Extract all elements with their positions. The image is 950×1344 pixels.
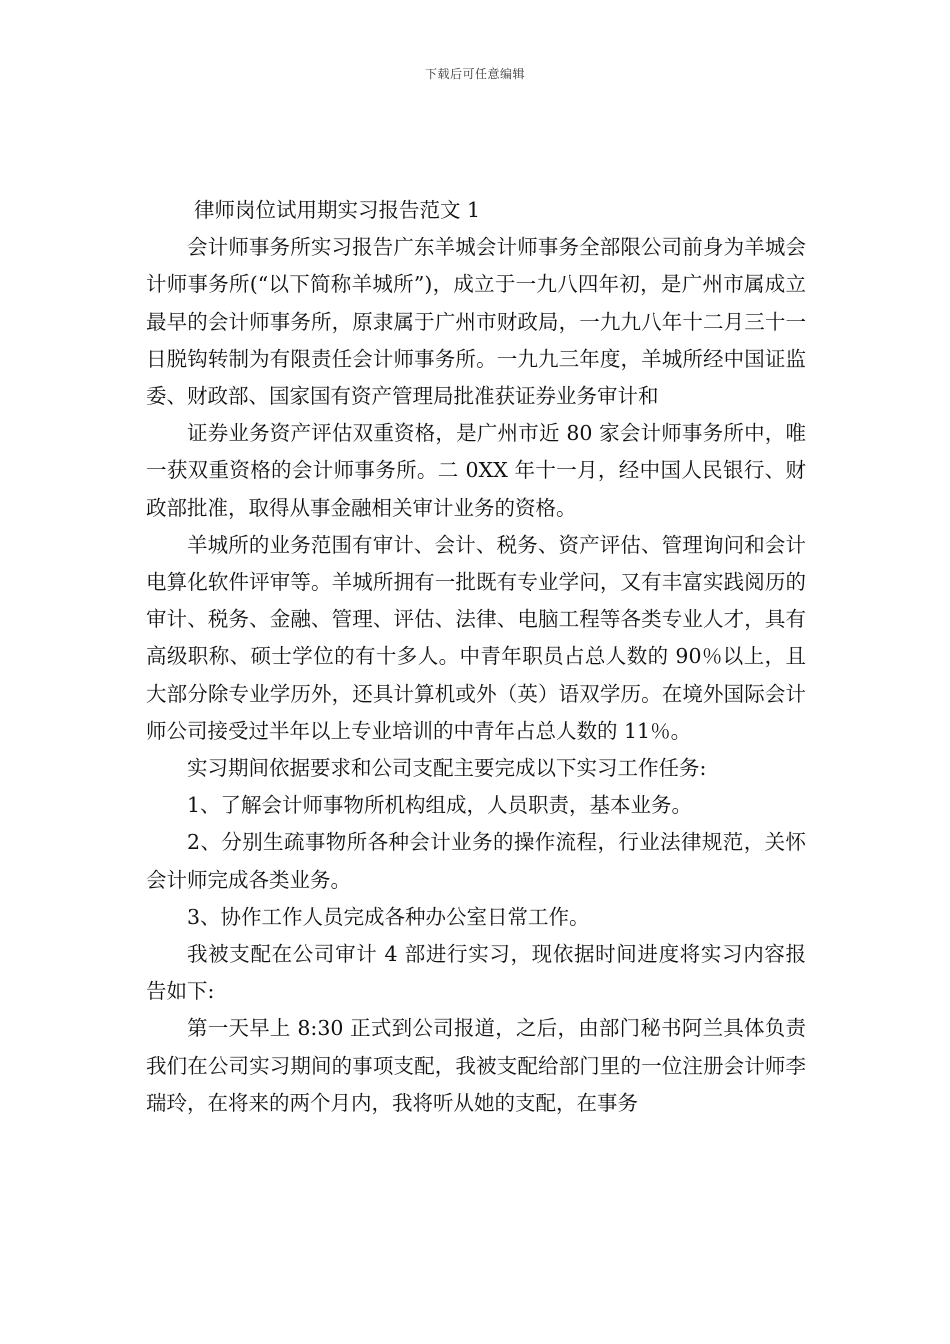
paragraph: 会计师事务所实习报告广东羊城会计师事务全部限公司前身为羊城会计师事务所(“以下简称羊城所”)，成立于一九八四年初，是广州市属成立最早的会计师事务所，原隶属于广州市财政局，一九九八年十二月三十一日脱钩转制为有限责任会计师事务所。一九九三年度，羊城所经中国证监委、财政部、国家国有资产管理局批准获证券业务审计和: [146, 235, 806, 409]
paragraph: 实习期间依据要求和公司支配主要完成以下实习工作任务:: [187, 756, 707, 781]
header-note: 下载后可任意编辑: [424, 67, 525, 81]
paragraph: 我被支配在公司审计 4 部进行实习，现依据时间进度将实习内容报告如下:: [146, 942, 806, 1004]
list-item: 1、了解会计师事物所机构组成，人员职责，基本业务。: [187, 793, 693, 818]
document-body: [146, 192, 806, 1122]
list-item: 3、协作工作人员完成各种办公室日常工作。: [187, 904, 590, 929]
paragraph: 第一天早上 8:30 正式到公司报道，之后，由部门秘书阿兰具体负责我们在公司实习期间的事项支配，我被支配给部门里的一位注册会计师李瑞玲，在将来的两个月内，我将听从她的支配，在事务: [146, 1016, 806, 1115]
paragraph: 羊城所的业务范围有审计、会计、税务、资产评估、管理询问和会计电算化软件评审等。羊城所拥有一批既有专业学问，又有丰富实践阅历的审计、税务、金融、管理、评估、法律、电脑工程等各类专业人才，具有高级职称、硕士学位的有十多人。中青年职员占总人数的 90％以上，且大部分除专业学历外，还具计算机或外（英）语双学历。在境外国际会计师公司接受过半年以上专业培训的中青年占总人数的 11％。: [146, 532, 806, 743]
document-title: 律师岗位试用期实习报告范文 1: [194, 198, 481, 222]
paragraph: 证券业务资产评估双重资格，是广州市近 80 家会计师事务所中，唯一获双重资格的会计师事务所。二 0XX 年十一月，经中国人民银行、财政部批准，取得从事金融相关审计业务的资格。: [146, 421, 806, 520]
list-item: 2、分别生疏事物所各种会计业务的操作流程，行业法律规范，关怀会计师完成各类业务。: [146, 830, 806, 892]
